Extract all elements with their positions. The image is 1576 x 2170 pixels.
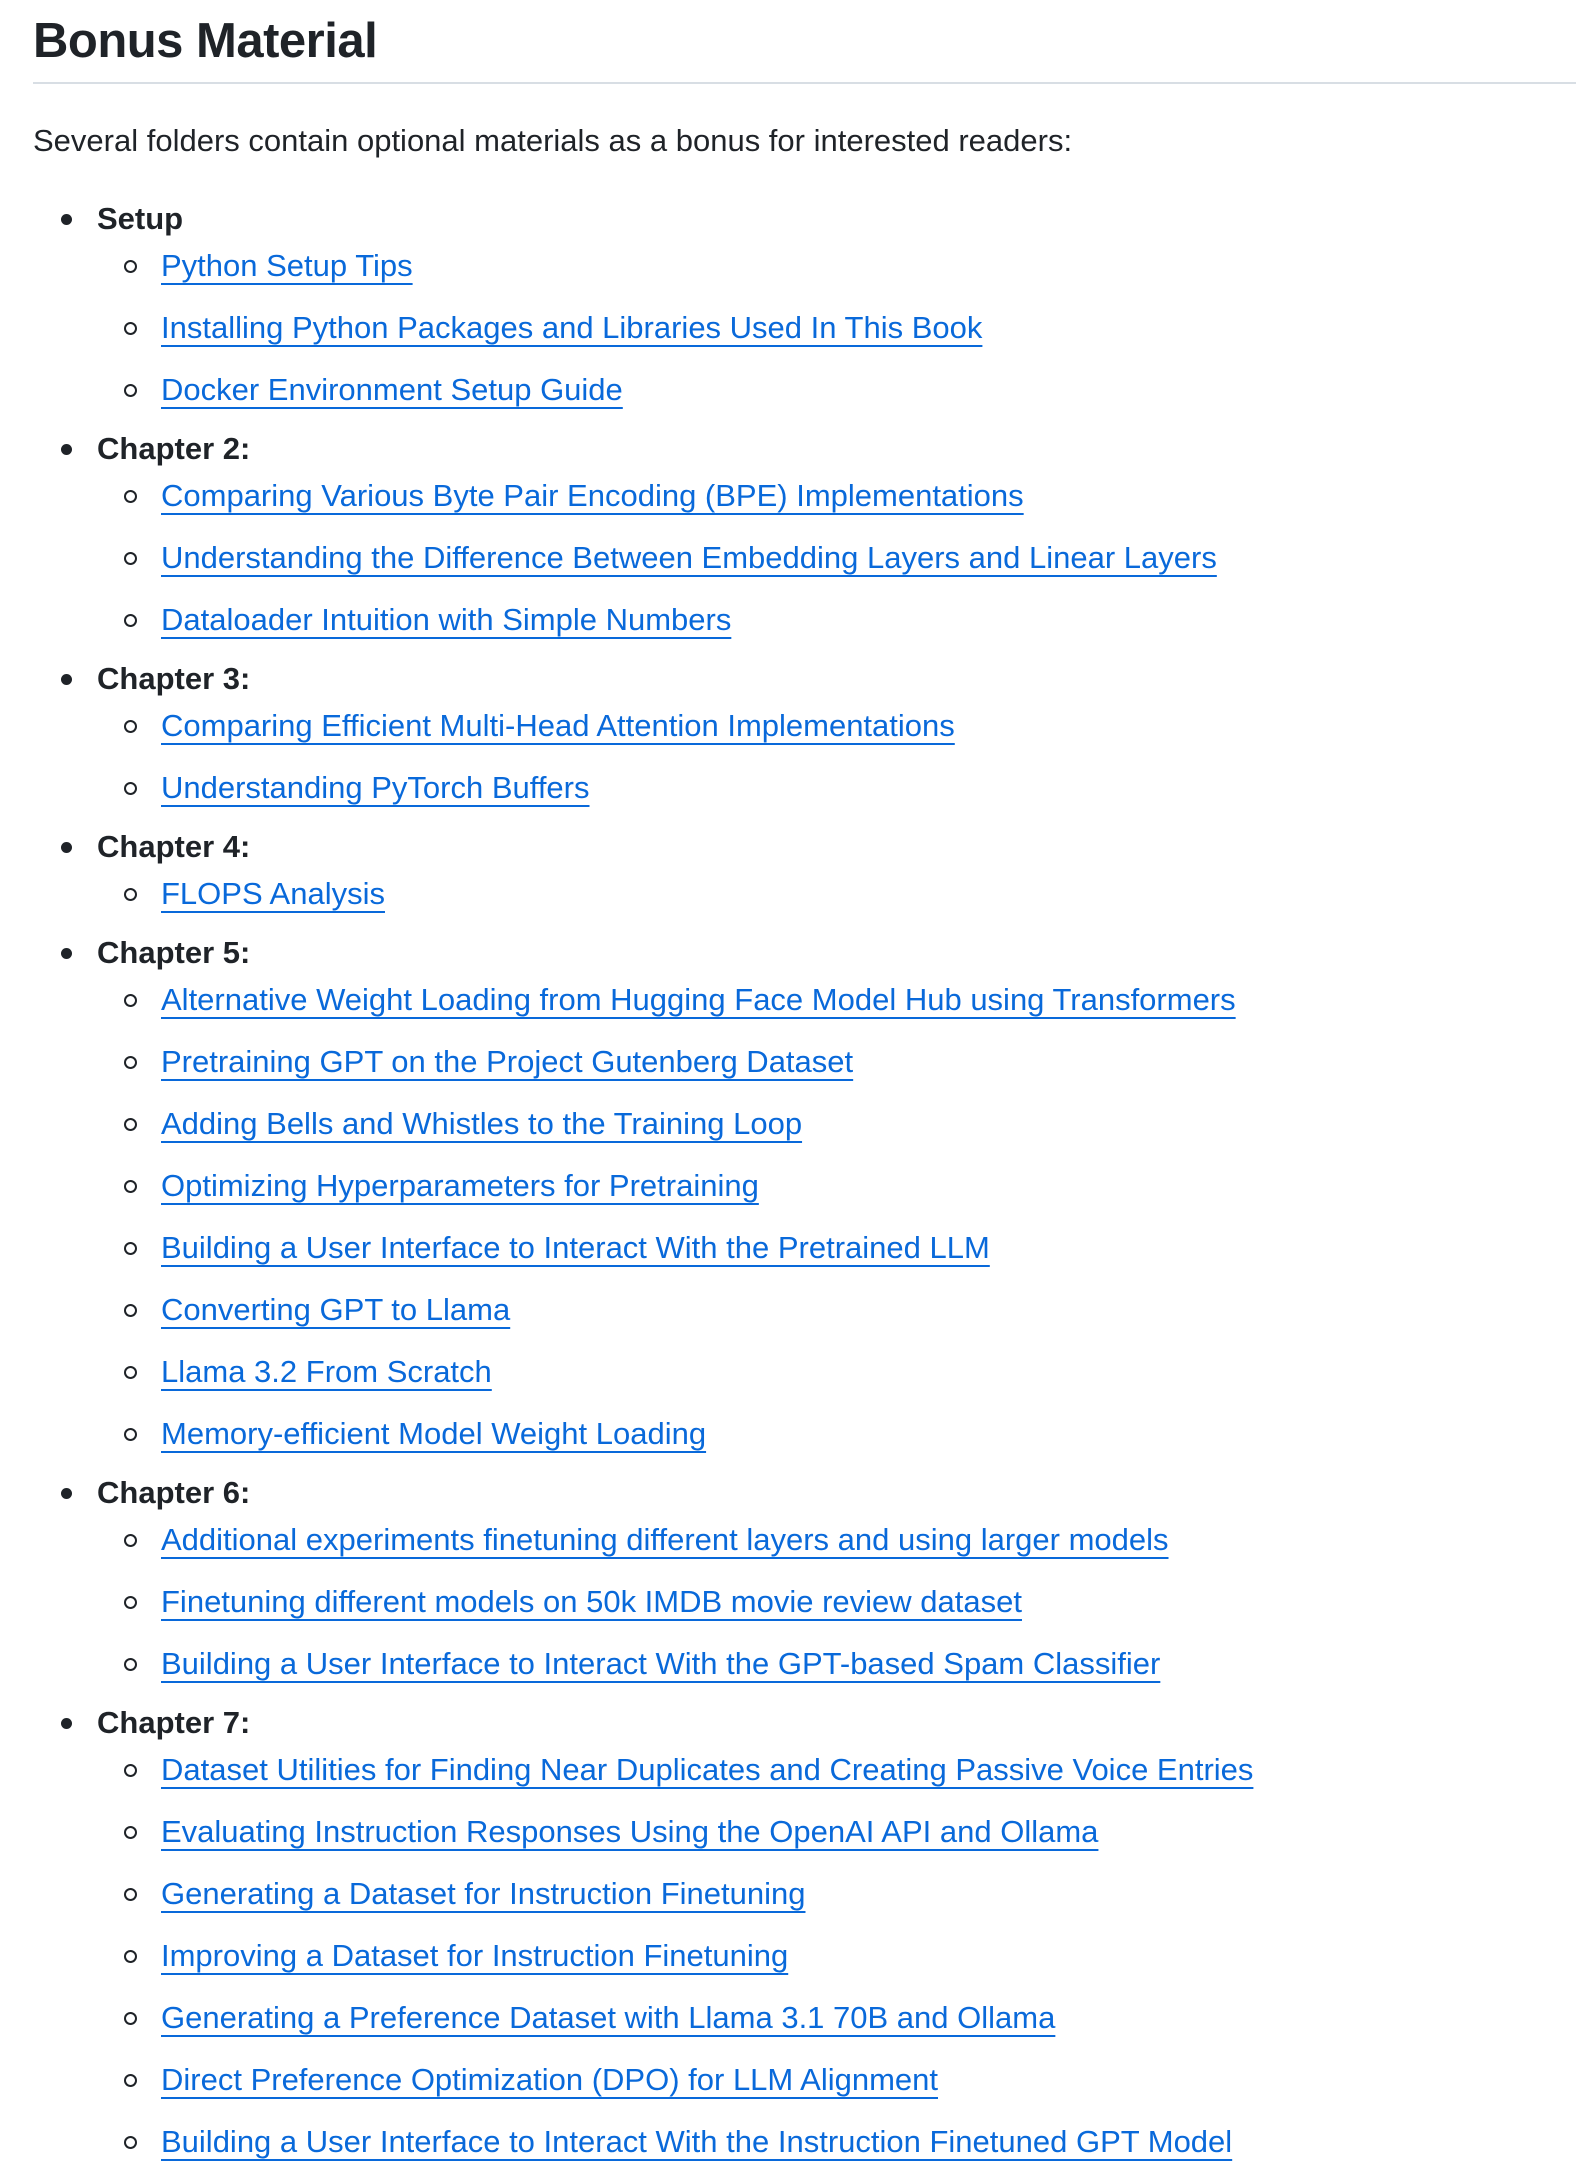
disc-bullet-icon — [61, 1718, 72, 1729]
list-item — [97, 2058, 1544, 2108]
list-item — [97, 2120, 1544, 2170]
doc-link[interactable]: Direct Preference Optimization (DPO) for LLM Alignment — [161, 2062, 938, 2097]
doc-link[interactable]: Llama 3.2 From Scratch — [161, 1354, 492, 1389]
circle-bullet-icon — [124, 1428, 137, 1441]
doc-link[interactable]: Memory-efficient Model Weight Loading — [161, 1416, 707, 1451]
doc-link[interactable]: Understanding the Difference Between Embedding Layers and Linear Layers — [161, 540, 1217, 575]
disc-bullet-icon — [61, 674, 72, 685]
list-item — [97, 704, 1544, 754]
doc-link[interactable]: FLOPS Analysis — [161, 876, 385, 911]
section-chapter-2 — [33, 426, 1544, 648]
circle-bullet-icon — [124, 1056, 137, 1069]
circle-bullet-icon — [124, 1534, 137, 1547]
doc-link[interactable]: Additional experiments finetuning different layers and using larger models — [161, 1522, 1169, 1557]
section-chapter-3 — [33, 656, 1544, 816]
doc-link[interactable]: Comparing Efficient Multi-Head Attention Implementations — [161, 708, 955, 743]
list-item — [97, 1580, 1544, 1630]
list-item — [97, 766, 1544, 816]
page-title: Bonus Material — [33, 14, 378, 68]
disc-bullet-icon — [61, 214, 72, 225]
section-title: Chapter 5: — [97, 935, 251, 970]
doc-link[interactable]: Improving a Dataset for Instruction Finetuning — [161, 1938, 789, 1973]
circle-bullet-icon — [124, 2136, 137, 2149]
section-setup — [33, 196, 1544, 418]
doc-link[interactable]: Dataset Utilities for Finding Near Duplicates and Creating Passive Voice Entries — [161, 1752, 1254, 1787]
circle-bullet-icon — [124, 1596, 137, 1609]
circle-bullet-icon — [124, 1888, 137, 1901]
section-link-list — [97, 1748, 1544, 2170]
list-item — [97, 1102, 1544, 1152]
section-chapter-5 — [33, 930, 1544, 1462]
section-link-list — [97, 978, 1544, 1462]
section-link-list — [97, 244, 1544, 418]
disc-bullet-icon — [61, 842, 72, 853]
section-link-list — [97, 704, 1544, 816]
list-item — [97, 1226, 1544, 1276]
section-chapter-6 — [33, 1470, 1544, 1692]
list-item — [97, 1412, 1544, 1462]
list-item — [97, 1164, 1544, 1214]
circle-bullet-icon — [124, 1764, 137, 1777]
doc-link[interactable]: Alternative Weight Loading from Hugging Face Model Hub using Transformers — [161, 982, 1236, 1017]
circle-bullet-icon — [124, 1366, 137, 1379]
circle-bullet-icon — [124, 2012, 137, 2025]
list-item — [97, 872, 1544, 922]
circle-bullet-icon — [124, 1826, 137, 1839]
list-item — [97, 1642, 1544, 1692]
doc-link[interactable]: Building a User Interface to Interact With the Instruction Finetuned GPT Model — [161, 2124, 1233, 2159]
circle-bullet-icon — [124, 994, 137, 1007]
circle-bullet-icon — [124, 384, 137, 397]
doc-link[interactable]: Pretraining GPT on the Project Gutenberg Dataset — [161, 1044, 854, 1079]
circle-bullet-icon — [124, 1242, 137, 1255]
doc-link[interactable]: Generating a Dataset for Instruction Finetuning — [161, 1876, 806, 1911]
list-item — [97, 1996, 1544, 2046]
list-item — [97, 1040, 1544, 1090]
section-title: Chapter 2: — [97, 431, 251, 466]
doc-link[interactable]: Python Setup Tips — [161, 248, 413, 283]
doc-link[interactable]: Finetuning different models on 50k IMDB movie review dataset — [161, 1584, 1022, 1619]
list-item — [97, 1748, 1544, 1798]
disc-bullet-icon — [61, 444, 72, 455]
list-item — [97, 978, 1544, 1028]
doc-link[interactable]: Understanding PyTorch Buffers — [161, 770, 590, 805]
circle-bullet-icon — [124, 260, 137, 273]
section-title: Setup — [97, 201, 184, 236]
disc-bullet-icon — [61, 1488, 72, 1499]
section-title: Chapter 7: — [97, 1705, 251, 1740]
list-item — [97, 474, 1544, 524]
list-item — [97, 1934, 1544, 1984]
list-item — [97, 306, 1544, 356]
doc-link[interactable]: Comparing Various Byte Pair Encoding (BPE) Implementations — [161, 478, 1024, 513]
circle-bullet-icon — [124, 552, 137, 565]
doc-link[interactable]: Installing Python Packages and Libraries Used In This Book — [161, 310, 983, 345]
section-title: Chapter 6: — [97, 1475, 251, 1510]
circle-bullet-icon — [124, 888, 137, 901]
doc-link[interactable]: Docker Environment Setup Guide — [161, 372, 623, 407]
bonus-section-list — [33, 196, 1544, 2170]
circle-bullet-icon — [124, 614, 137, 627]
section-link-list — [97, 872, 1544, 922]
circle-bullet-icon — [124, 720, 137, 733]
doc-link[interactable]: Dataloader Intuition with Simple Numbers — [161, 602, 732, 637]
circle-bullet-icon — [124, 2074, 137, 2087]
doc-link[interactable]: Building a User Interface to Interact With the Pretrained LLM — [161, 1230, 990, 1265]
circle-bullet-icon — [124, 1658, 137, 1671]
list-item — [97, 1350, 1544, 1400]
section-link-list — [97, 474, 1544, 648]
section-link-list — [97, 1518, 1544, 1692]
circle-bullet-icon — [124, 322, 137, 335]
circle-bullet-icon — [124, 782, 137, 795]
list-item — [97, 598, 1544, 648]
circle-bullet-icon — [124, 490, 137, 503]
circle-bullet-icon — [124, 1950, 137, 1963]
section-chapter-4 — [33, 824, 1544, 922]
list-item — [97, 1288, 1544, 1338]
intro-paragraph: Several folders contain optional materials as a bonus for interested readers: — [33, 123, 1073, 158]
circle-bullet-icon — [124, 1180, 137, 1193]
section-title: Chapter 3: — [97, 661, 251, 696]
section-title: Chapter 4: — [97, 829, 251, 864]
doc-link[interactable]: Adding Bells and Whistles to the Training Loop — [161, 1106, 803, 1141]
doc-link[interactable]: Evaluating Instruction Responses Using the OpenAI API and Ollama — [161, 1814, 1099, 1849]
heading-divider — [33, 82, 1576, 84]
doc-link[interactable]: Building a User Interface to Interact With the GPT-based Spam Classifier — [161, 1646, 1161, 1681]
list-item — [97, 368, 1544, 418]
circle-bullet-icon — [124, 1304, 137, 1317]
doc-link[interactable]: Converting GPT to Llama — [161, 1292, 511, 1327]
doc-link[interactable]: Optimizing Hyperparameters for Pretraining — [161, 1168, 759, 1203]
list-item — [97, 1810, 1544, 1860]
disc-bullet-icon — [61, 948, 72, 959]
list-item — [97, 1518, 1544, 1568]
section-chapter-7 — [33, 1700, 1544, 2170]
circle-bullet-icon — [124, 1118, 137, 1131]
list-item — [97, 244, 1544, 294]
doc-link[interactable]: Generating a Preference Dataset with Llama 3.1 70B and Ollama — [161, 2000, 1056, 2035]
list-item — [97, 1872, 1544, 1922]
list-item — [97, 536, 1544, 586]
